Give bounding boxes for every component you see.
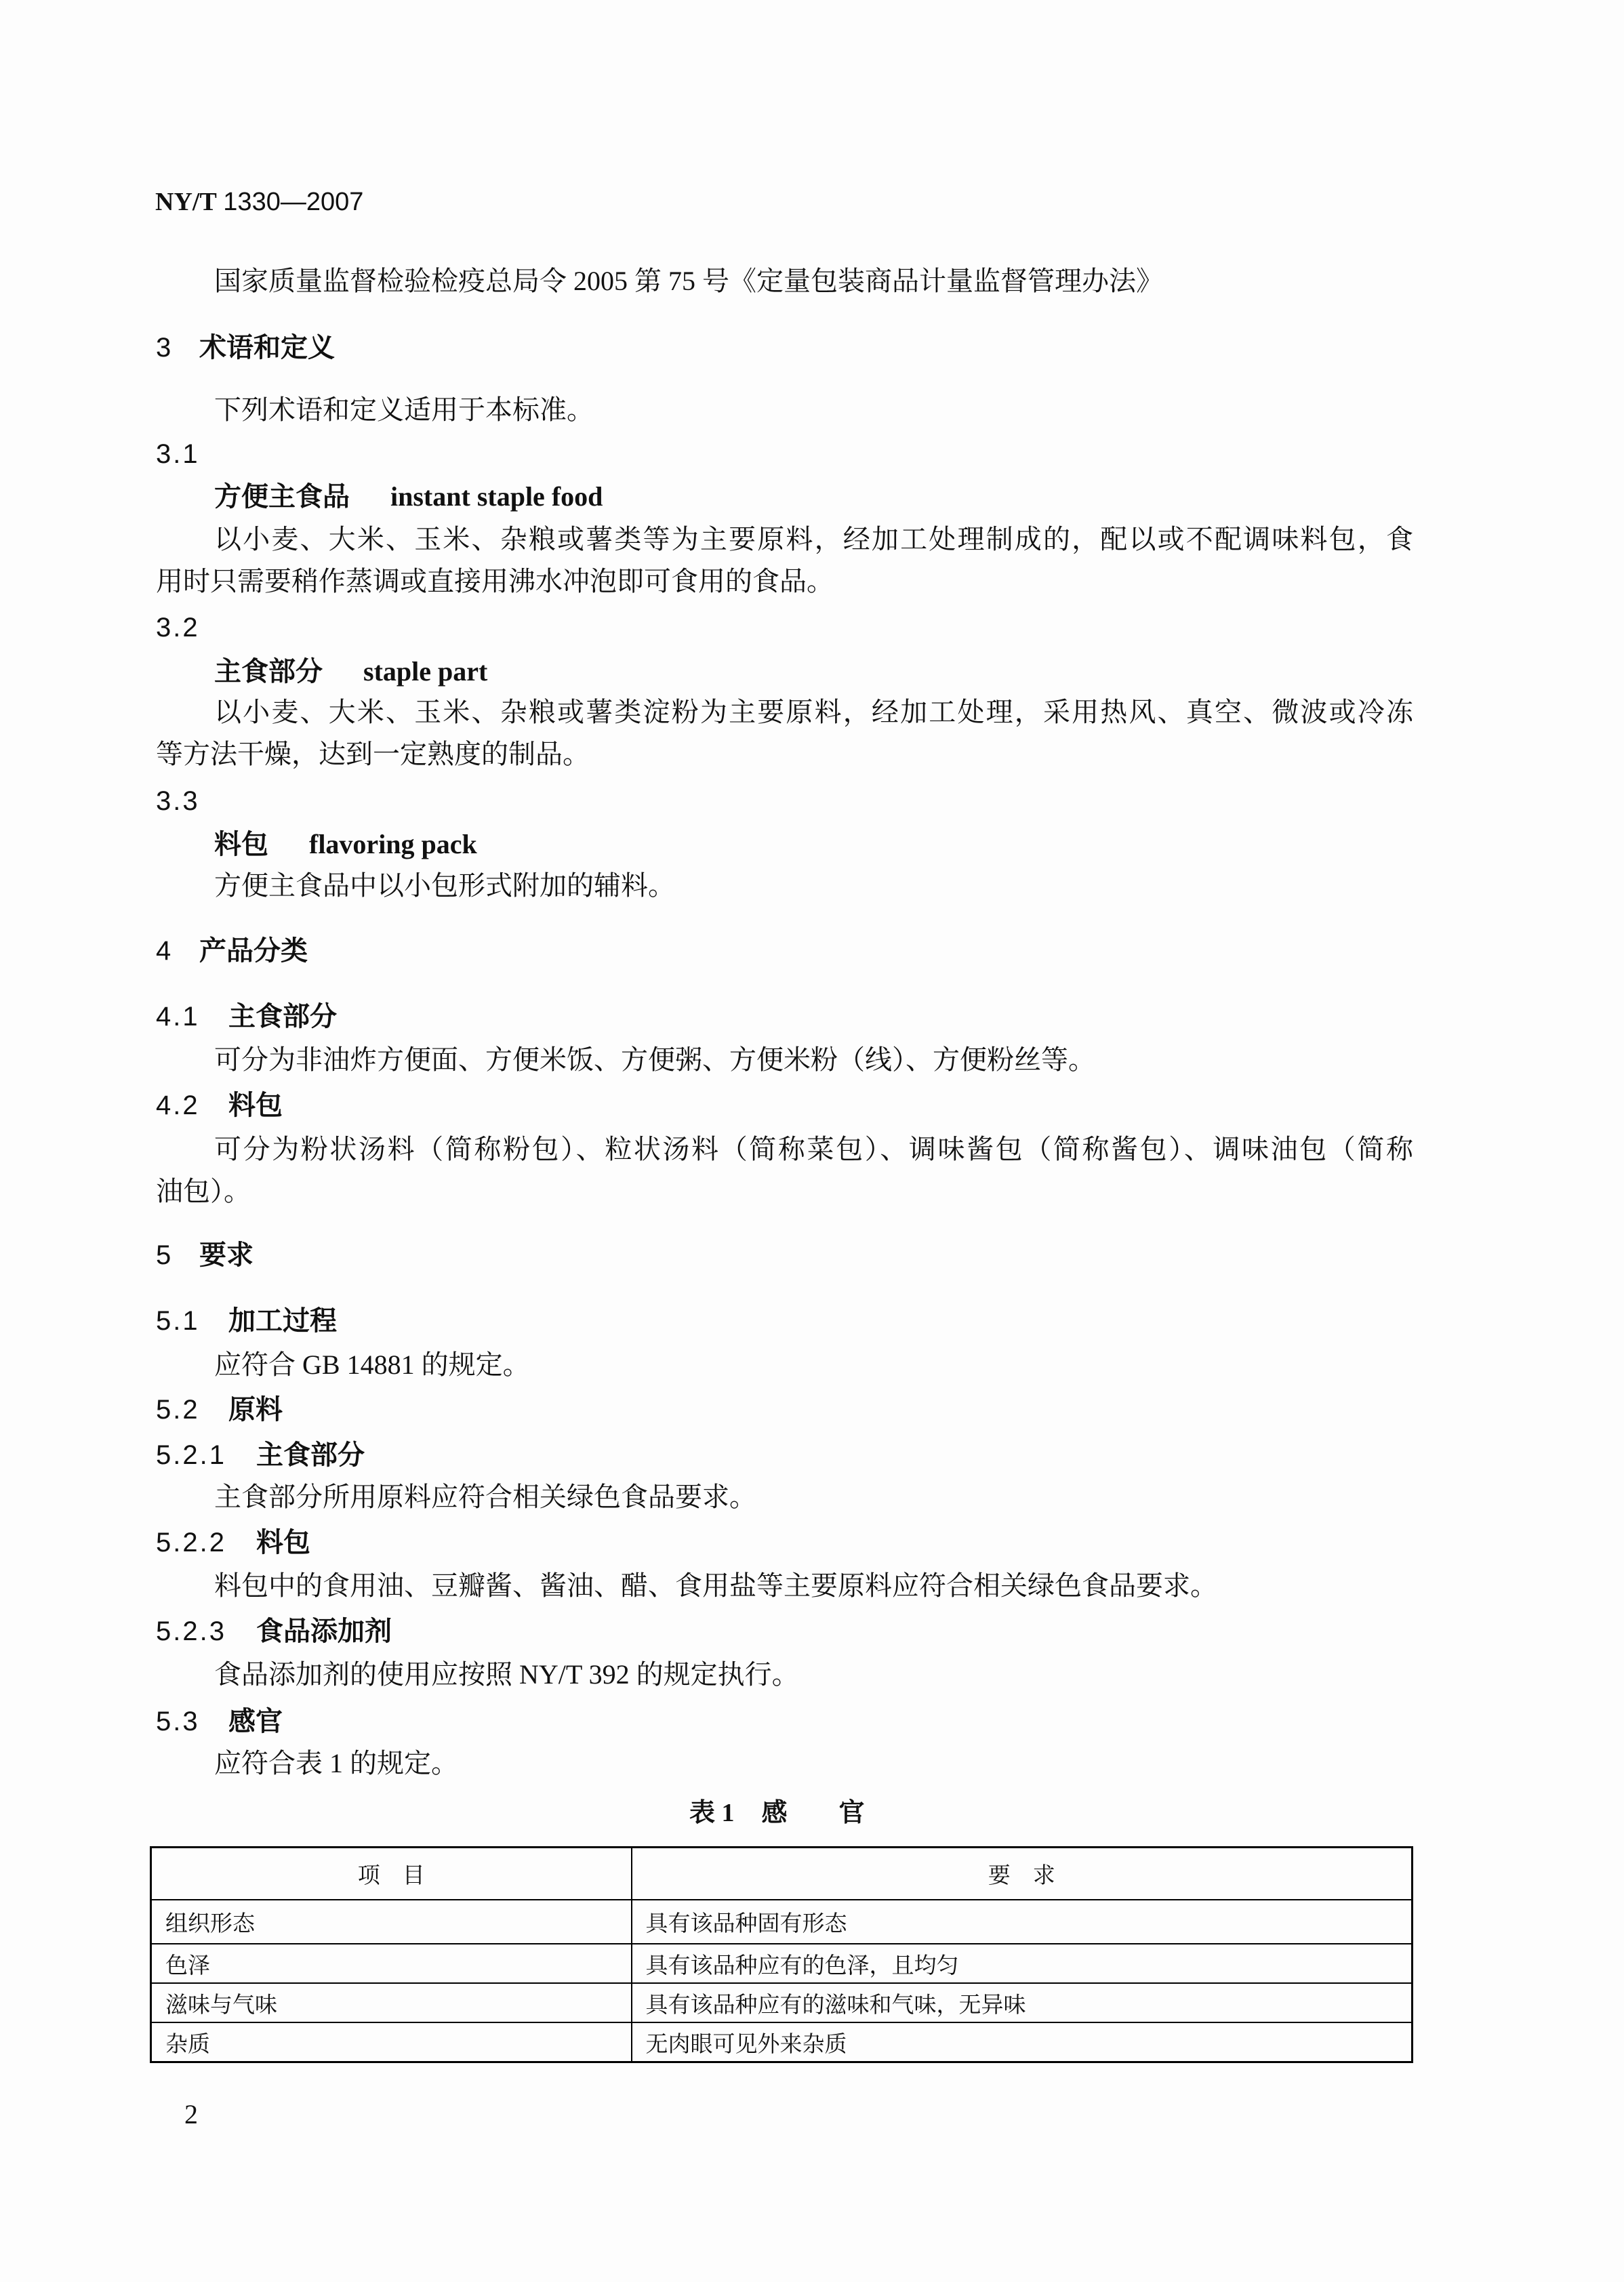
section-number: 4.1 bbox=[156, 1002, 200, 1032]
section-5-3-heading bbox=[156, 1705, 283, 1738]
section-4-2-line-2: 油包）。 bbox=[156, 1176, 251, 1206]
section-5-2-2-text: 料包中的食用油、豆瓣酱、酱油、醋、食用盐等主要原料应符合相关绿色食品要求。 bbox=[214, 1570, 1217, 1601]
section-number: 4.2 bbox=[156, 1091, 200, 1120]
table-row bbox=[151, 1944, 1413, 1983]
table-cell-item: 色泽 bbox=[151, 1944, 632, 1983]
section-5-2-3-text: 食品添加剂的使用应按照 NY/T 392 的规定执行。 bbox=[214, 1659, 799, 1690]
term-en: instant staple food bbox=[390, 481, 603, 512]
table-header-item: 项 目 bbox=[151, 1848, 632, 1900]
section-number: 5.2 bbox=[156, 1395, 200, 1425]
section-number: 3 bbox=[156, 333, 174, 363]
table-cell-requirement: 无肉眼可见外来杂质 bbox=[632, 2022, 1413, 2062]
section-title: 加工过程 bbox=[228, 1305, 337, 1336]
sensory-table bbox=[150, 1846, 1413, 2063]
section-5-2-1-heading bbox=[156, 1438, 365, 1472]
section-title: 产品分类 bbox=[199, 935, 308, 966]
table-cell-requirement: 具有该品种应有的滋味和气味，无异味 bbox=[632, 1983, 1413, 2022]
section-5-1-text: 应符合 GB 14881 的规定。 bbox=[214, 1349, 530, 1380]
table-1-caption bbox=[689, 1796, 865, 1830]
term-3-1-number: 3.1 bbox=[156, 439, 200, 469]
section-title: 料包 bbox=[256, 1527, 310, 1557]
table-row bbox=[151, 2022, 1413, 2062]
section-5-1-heading bbox=[156, 1304, 337, 1338]
section-4-2-line-1: 可分为粉状汤料（简称粉包）、粒状汤料（简称菜包）、调味酱包（简称酱包）、调味油包（简称 bbox=[214, 1134, 1413, 1164]
table-caption-title: 感 官 bbox=[761, 1799, 865, 1827]
section-5-2-heading bbox=[156, 1393, 283, 1427]
document-header bbox=[155, 185, 363, 219]
term-en: flavoring pack bbox=[309, 829, 477, 859]
term-3-2-line-1: 以小麦、大米、玉米、杂粮或薯类淀粉为主要原料，经加工处理，采用热风、真空、微波或冷冻 bbox=[214, 697, 1413, 727]
section-number: 5 bbox=[156, 1240, 174, 1270]
term-3-1-line-2: 用时只需要稍作蒸调或直接用沸水冲泡即可食用的食品。 bbox=[156, 566, 834, 596]
section-title: 术语和定义 bbox=[199, 332, 335, 363]
term-3-1-title bbox=[214, 480, 603, 514]
section-4-1-heading bbox=[156, 1000, 337, 1034]
standard-number: 1330—2007 bbox=[223, 188, 364, 216]
section-5-2-3-heading bbox=[156, 1614, 392, 1648]
section-4-2-heading bbox=[156, 1088, 283, 1122]
section-number: 5.1 bbox=[156, 1306, 200, 1336]
section-title: 食品添加剂 bbox=[256, 1616, 392, 1646]
table-cell-requirement: 具有该品种固有形态 bbox=[632, 1900, 1413, 1944]
term-zh: 料包 bbox=[214, 829, 268, 859]
standard-code: NY/T bbox=[155, 188, 217, 216]
page-number: 2 bbox=[184, 2099, 198, 2130]
section-number: 5.2.1 bbox=[156, 1440, 226, 1470]
table-header-requirement: 要 求 bbox=[632, 1848, 1413, 1900]
term-zh: 主食部分 bbox=[214, 656, 323, 687]
term-zh: 方便主食品 bbox=[214, 481, 350, 512]
section-4-heading bbox=[156, 934, 308, 968]
term-3-2-line-2: 等方法干燥，达到一定熟度的制品。 bbox=[156, 739, 590, 769]
table-row bbox=[151, 1900, 1413, 1944]
term-en: staple part bbox=[363, 656, 488, 687]
section-title: 料包 bbox=[228, 1090, 283, 1120]
section-title: 主食部分 bbox=[228, 1001, 337, 1032]
section-number: 5.3 bbox=[156, 1707, 200, 1736]
section-title: 感官 bbox=[228, 1706, 283, 1736]
section-title: 主食部分 bbox=[256, 1440, 365, 1470]
section-5-2-2-heading bbox=[156, 1526, 310, 1560]
section-3-heading bbox=[156, 331, 335, 365]
section-5-2-1-text: 主食部分所用原料应符合相关绿色食品要求。 bbox=[214, 1482, 756, 1512]
table-caption-prefix: 表 1 bbox=[689, 1799, 735, 1827]
term-3-2-number: 3.2 bbox=[156, 613, 200, 643]
reference-line: 国家质量监督检验检疫总局令 2005 第 75 号《定量包装商品计量监督管理办法》 bbox=[214, 266, 1163, 296]
term-3-3-line-1: 方便主食品中以小包形式附加的辅料。 bbox=[214, 870, 675, 901]
section-title: 原料 bbox=[228, 1394, 283, 1425]
term-3-3-number: 3.3 bbox=[156, 786, 200, 816]
term-3-3-title bbox=[214, 828, 477, 861]
table-row bbox=[151, 1983, 1413, 2022]
section-4-1-text: 可分为非油炸方便面、方便米饭、方便粥、方便米粉（线）、方便粉丝等。 bbox=[214, 1044, 1095, 1075]
term-3-2-title bbox=[214, 655, 487, 689]
section-5-heading bbox=[156, 1238, 253, 1272]
table-cell-item: 杂质 bbox=[151, 2022, 632, 2062]
table-cell-item: 滋味与气味 bbox=[151, 1983, 632, 2022]
section-number: 4 bbox=[156, 936, 174, 966]
section-5-3-text: 应符合表 1 的规定。 bbox=[214, 1748, 458, 1778]
section-title: 要求 bbox=[199, 1240, 253, 1270]
section-number: 5.2.3 bbox=[156, 1616, 226, 1646]
term-3-1-line-1: 以小麦、大米、玉米、杂粮或薯类等为主要原料，经加工处理制成的，配以或不配调味料包，食 bbox=[214, 524, 1413, 554]
table-cell-item: 组织形态 bbox=[151, 1900, 632, 1944]
table-cell-requirement: 具有该品种应有的色泽，且均匀 bbox=[632, 1944, 1413, 1983]
section-3-intro: 下列术语和定义适用于本标准。 bbox=[214, 394, 594, 425]
table-header-row bbox=[151, 1848, 1413, 1900]
section-number: 5.2.2 bbox=[156, 1528, 226, 1557]
